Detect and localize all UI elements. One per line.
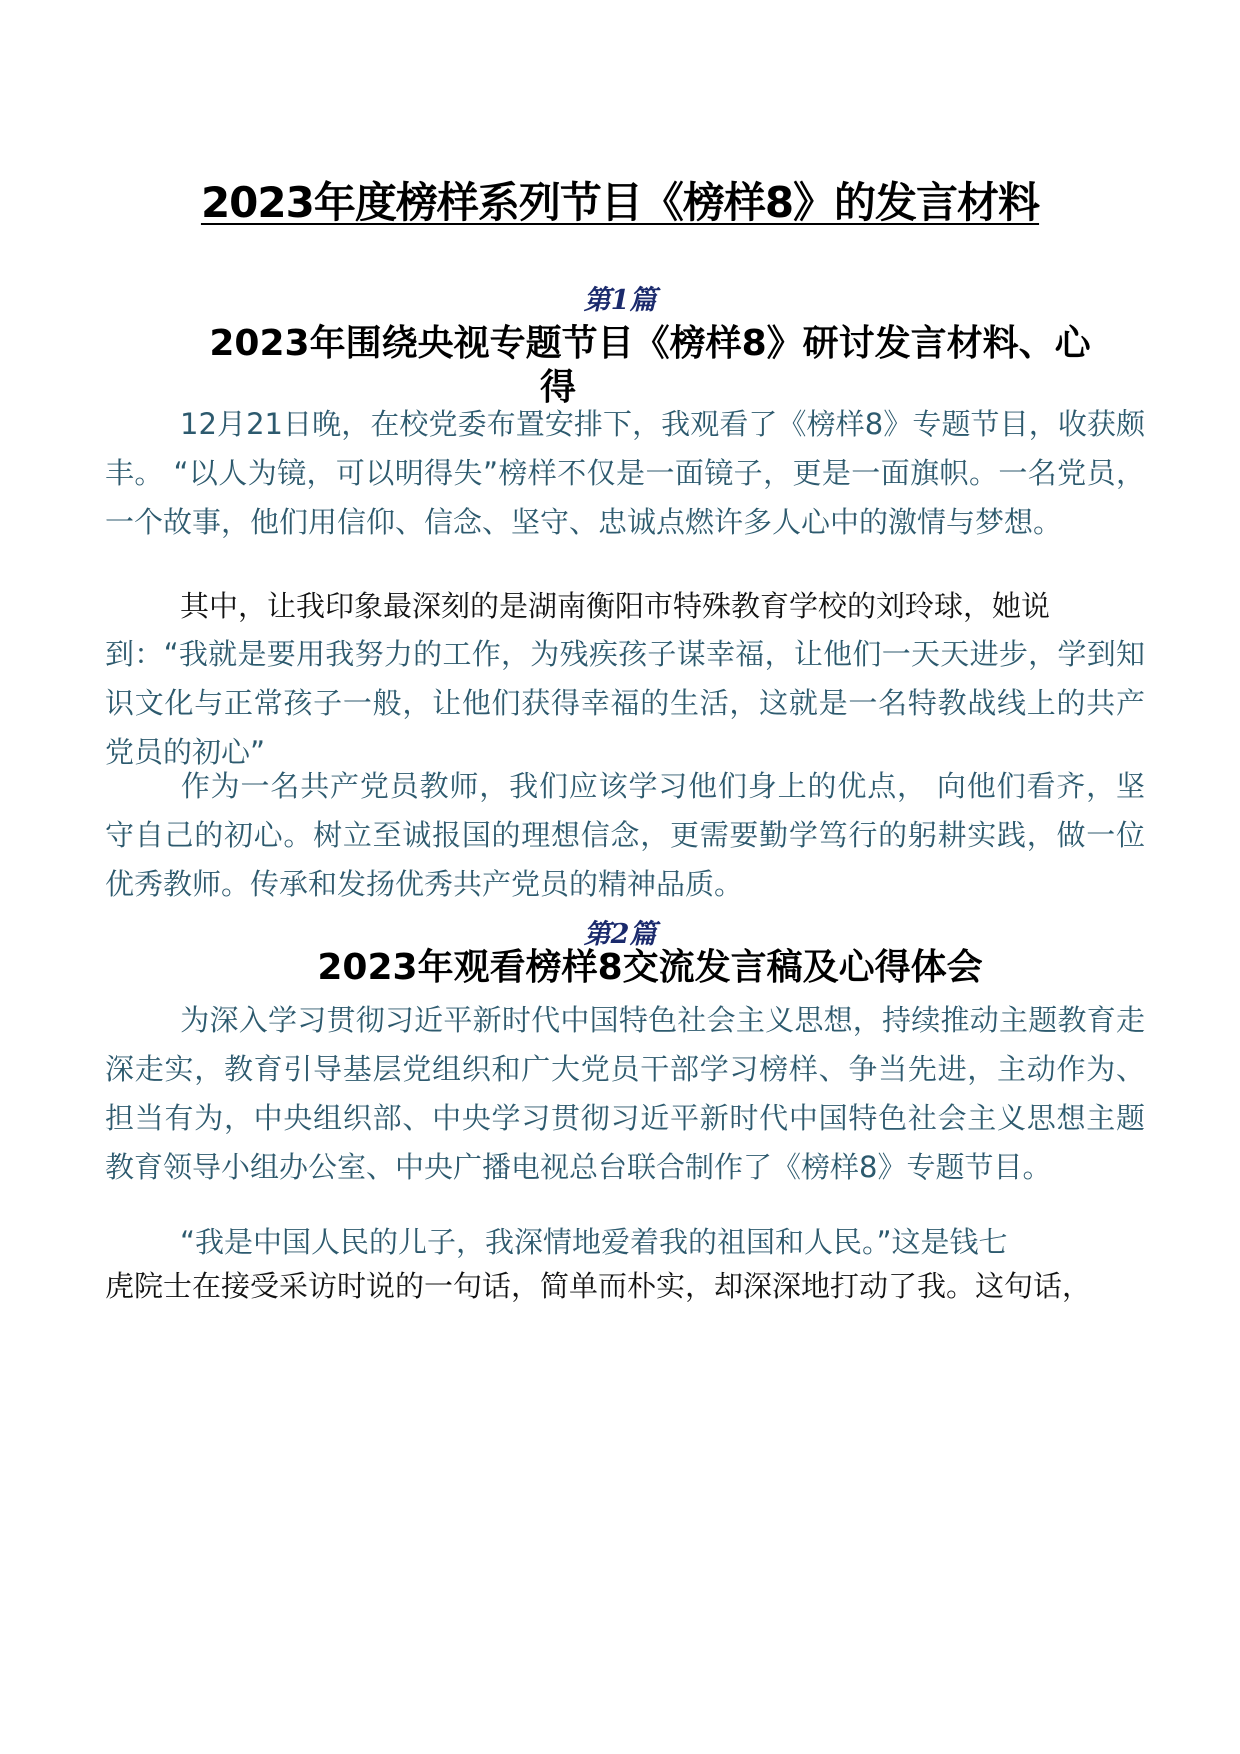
section-2-heading: 2023年观看榜样8交流发言稿及心得体会: [317, 947, 983, 988]
section-1-paragraph-3: [105, 630, 1145, 777]
section-1-paragraph-4-text: 作为一名共产党员教师，我们应该学习他们身上的优点， 向他们看齐，坚守自己的初心。树立至诚报国的理想信念，更需要勤学笃行的躬耕实践，做一位优秀教师。传承和发扬优秀共产党员的精神品质。: [105, 769, 1145, 901]
section-1-paragraph-1-text: 12月21日晚，在校党委布置安排下，我观看了《榜样8》专题节目，收获颇丰。 “以人为镜，可以明得失”榜样不仅是一面镜子，更是一面旗帜。一名党员， 一个故事，他们用信仰、信念、坚守、忠诚点燃许多人心中的激情与梦想。: [105, 407, 1145, 539]
section-2-label: 第2篇: [583, 919, 657, 950]
section-2-paragraph-1-text: 为深入学习贯彻习近平新时代中国特色社会主义思想，持续推动主题教育走深走实，教育引导基层党组织和广大党员干部学习榜样、争当先进，主动作为、担当有为，中央组织部、中央学习贯彻习近平新时代中国特色社会主义思想主题教育领导小组办公室、中央广播电视总台联合制作了《榜样8》专题节目。: [105, 1003, 1145, 1184]
section-1-heading-line2: 得: [540, 367, 577, 408]
section-2-paragraph-2: [105, 1218, 1145, 1267]
section-1-paragraph-2: [105, 582, 1145, 631]
document-title: [0, 170, 1240, 230]
document-title-text: 2023年度榜样系列节目《榜样8》的发言材料: [200, 178, 1040, 227]
section-1-heading: [170, 322, 1130, 410]
section-1-paragraph-3-text: 到：“我就是要用我努力的工作，为残疾孩子谋幸福，让他们一天天进步，学到知识文化与正常孩子一般，让他们获得幸福的生活，这就是一名特教战线上的共产党员的初心”: [105, 637, 1145, 769]
section-2-paragraph-2-text: “我是中国人民的儿子，我深情地爱着我的祖国和人民。”这是钱七: [180, 1225, 1008, 1259]
section-1-label: 第1篇: [583, 285, 657, 316]
section-2-paragraph-3-text: 虎院士在接受采访时说的一句话，简单而朴实，却深深地打动了我。这句话，: [105, 1269, 1092, 1303]
section-2-paragraph-3: [105, 1262, 1145, 1311]
section-1-heading-line1: 2023年围绕央视专题节目《榜样8》研讨发言材料、心: [209, 323, 1091, 364]
section-1-paragraph-4: [105, 762, 1145, 909]
section-1-paragraph-1: [105, 400, 1145, 547]
section-1-paragraph-2-text: 其中，让我印象最深刻的是湖南衡阳市特殊教育学校的刘玲球，她说: [180, 589, 1051, 623]
section-2-paragraph-1: [105, 996, 1145, 1192]
